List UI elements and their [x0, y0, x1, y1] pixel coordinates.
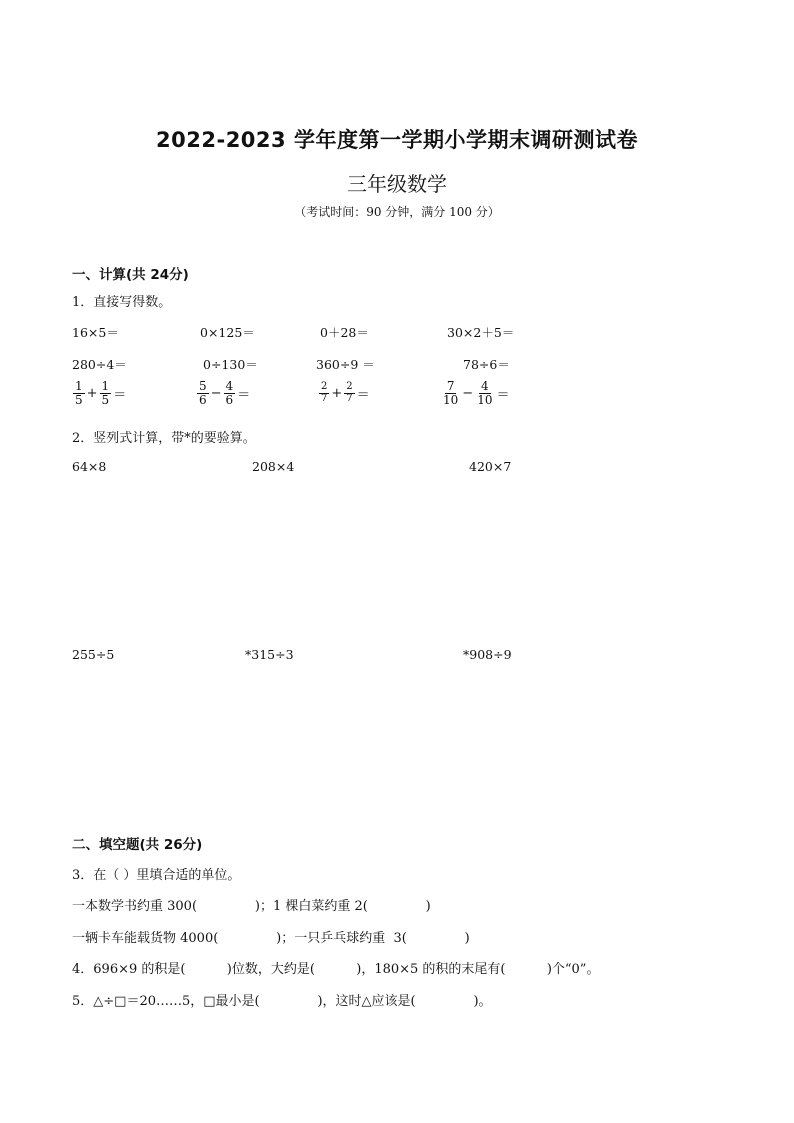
page-title: 2022-2023 学年度第一学期小学期末调研测试卷	[156, 128, 638, 152]
expression: 16×5＝	[72, 325, 119, 340]
expression: 0×125＝	[200, 325, 255, 340]
vertical-calc-problem: 64×8	[72, 459, 107, 474]
operator: −	[210, 385, 222, 401]
expression: 30×2＋5＝	[447, 325, 515, 340]
expression: 78÷6＝	[463, 357, 510, 372]
fraction-expression	[196, 380, 251, 406]
fraction: $\frac{4}{10}$	[477, 379, 493, 407]
fraction-expression	[318, 382, 371, 404]
fraction: $\frac{1}{5}$	[75, 379, 83, 407]
equals-sign: ＝	[496, 387, 510, 403]
operator: +	[331, 385, 343, 401]
section-heading-calculation: 一、计算(共 24分)	[72, 267, 189, 283]
equals-sign: ＝	[237, 387, 251, 403]
expression: 360÷9 ＝	[316, 357, 375, 372]
vertical-calc-problem: 208×4	[252, 459, 295, 474]
fraction-expression	[440, 380, 510, 406]
question-3-prompt: 3．在（ ）里填合适的单位。	[72, 868, 241, 883]
equals-sign: ＝	[113, 387, 127, 403]
question-3-line-2: 一辆卡车能载货物 4000( )；一只乒乓球约重 3( )	[72, 931, 470, 946]
question-4: 4．696×9 的积是( )位数，大约是( )，180×5 的积的末尾有( )个“0”。	[72, 962, 600, 977]
expression: 0÷130＝	[203, 357, 258, 372]
fraction: $\frac{2}{7}$	[321, 381, 328, 404]
question-2-prompt: 2．竖列式计算，带*的要验算。	[72, 431, 256, 446]
question-3-line-1: 一本数学书约重 300( )；1 棵白菜约重 2( )	[72, 899, 431, 914]
vertical-calc-problem: 255÷5	[72, 647, 115, 662]
question-1-prompt: 1．直接写得数。	[72, 295, 172, 310]
expression: 280÷4＝	[72, 357, 127, 372]
fraction: $\frac{2}{7}$	[346, 381, 353, 404]
page-subtitle: 三年级数学	[347, 172, 447, 196]
equals-sign: ＝	[356, 387, 370, 403]
fraction: $\frac{4}{6}$	[225, 379, 234, 407]
vertical-calc-problem: *315÷3	[245, 647, 294, 662]
fraction-expression	[72, 380, 127, 406]
section-heading-fill-in: 二、填空题(共 26分)	[72, 837, 203, 853]
expression: 0＋28＝	[320, 325, 369, 340]
operator: −	[462, 385, 474, 401]
operator: +	[86, 385, 98, 401]
fraction: $\frac{7}{10}$	[443, 379, 459, 407]
vertical-calc-problem: *908÷9	[463, 647, 512, 662]
vertical-calc-problem: 420×7	[469, 459, 512, 474]
question-5: 5．△÷□＝20……5，□最小是( )，这时△应该是( )。	[72, 994, 492, 1009]
fraction: $\frac{5}{6}$	[199, 379, 207, 407]
fraction: $\frac{1}{5}$	[101, 379, 110, 407]
exam-note: （考试时间：90 分钟，满分 100 分）	[294, 205, 500, 219]
